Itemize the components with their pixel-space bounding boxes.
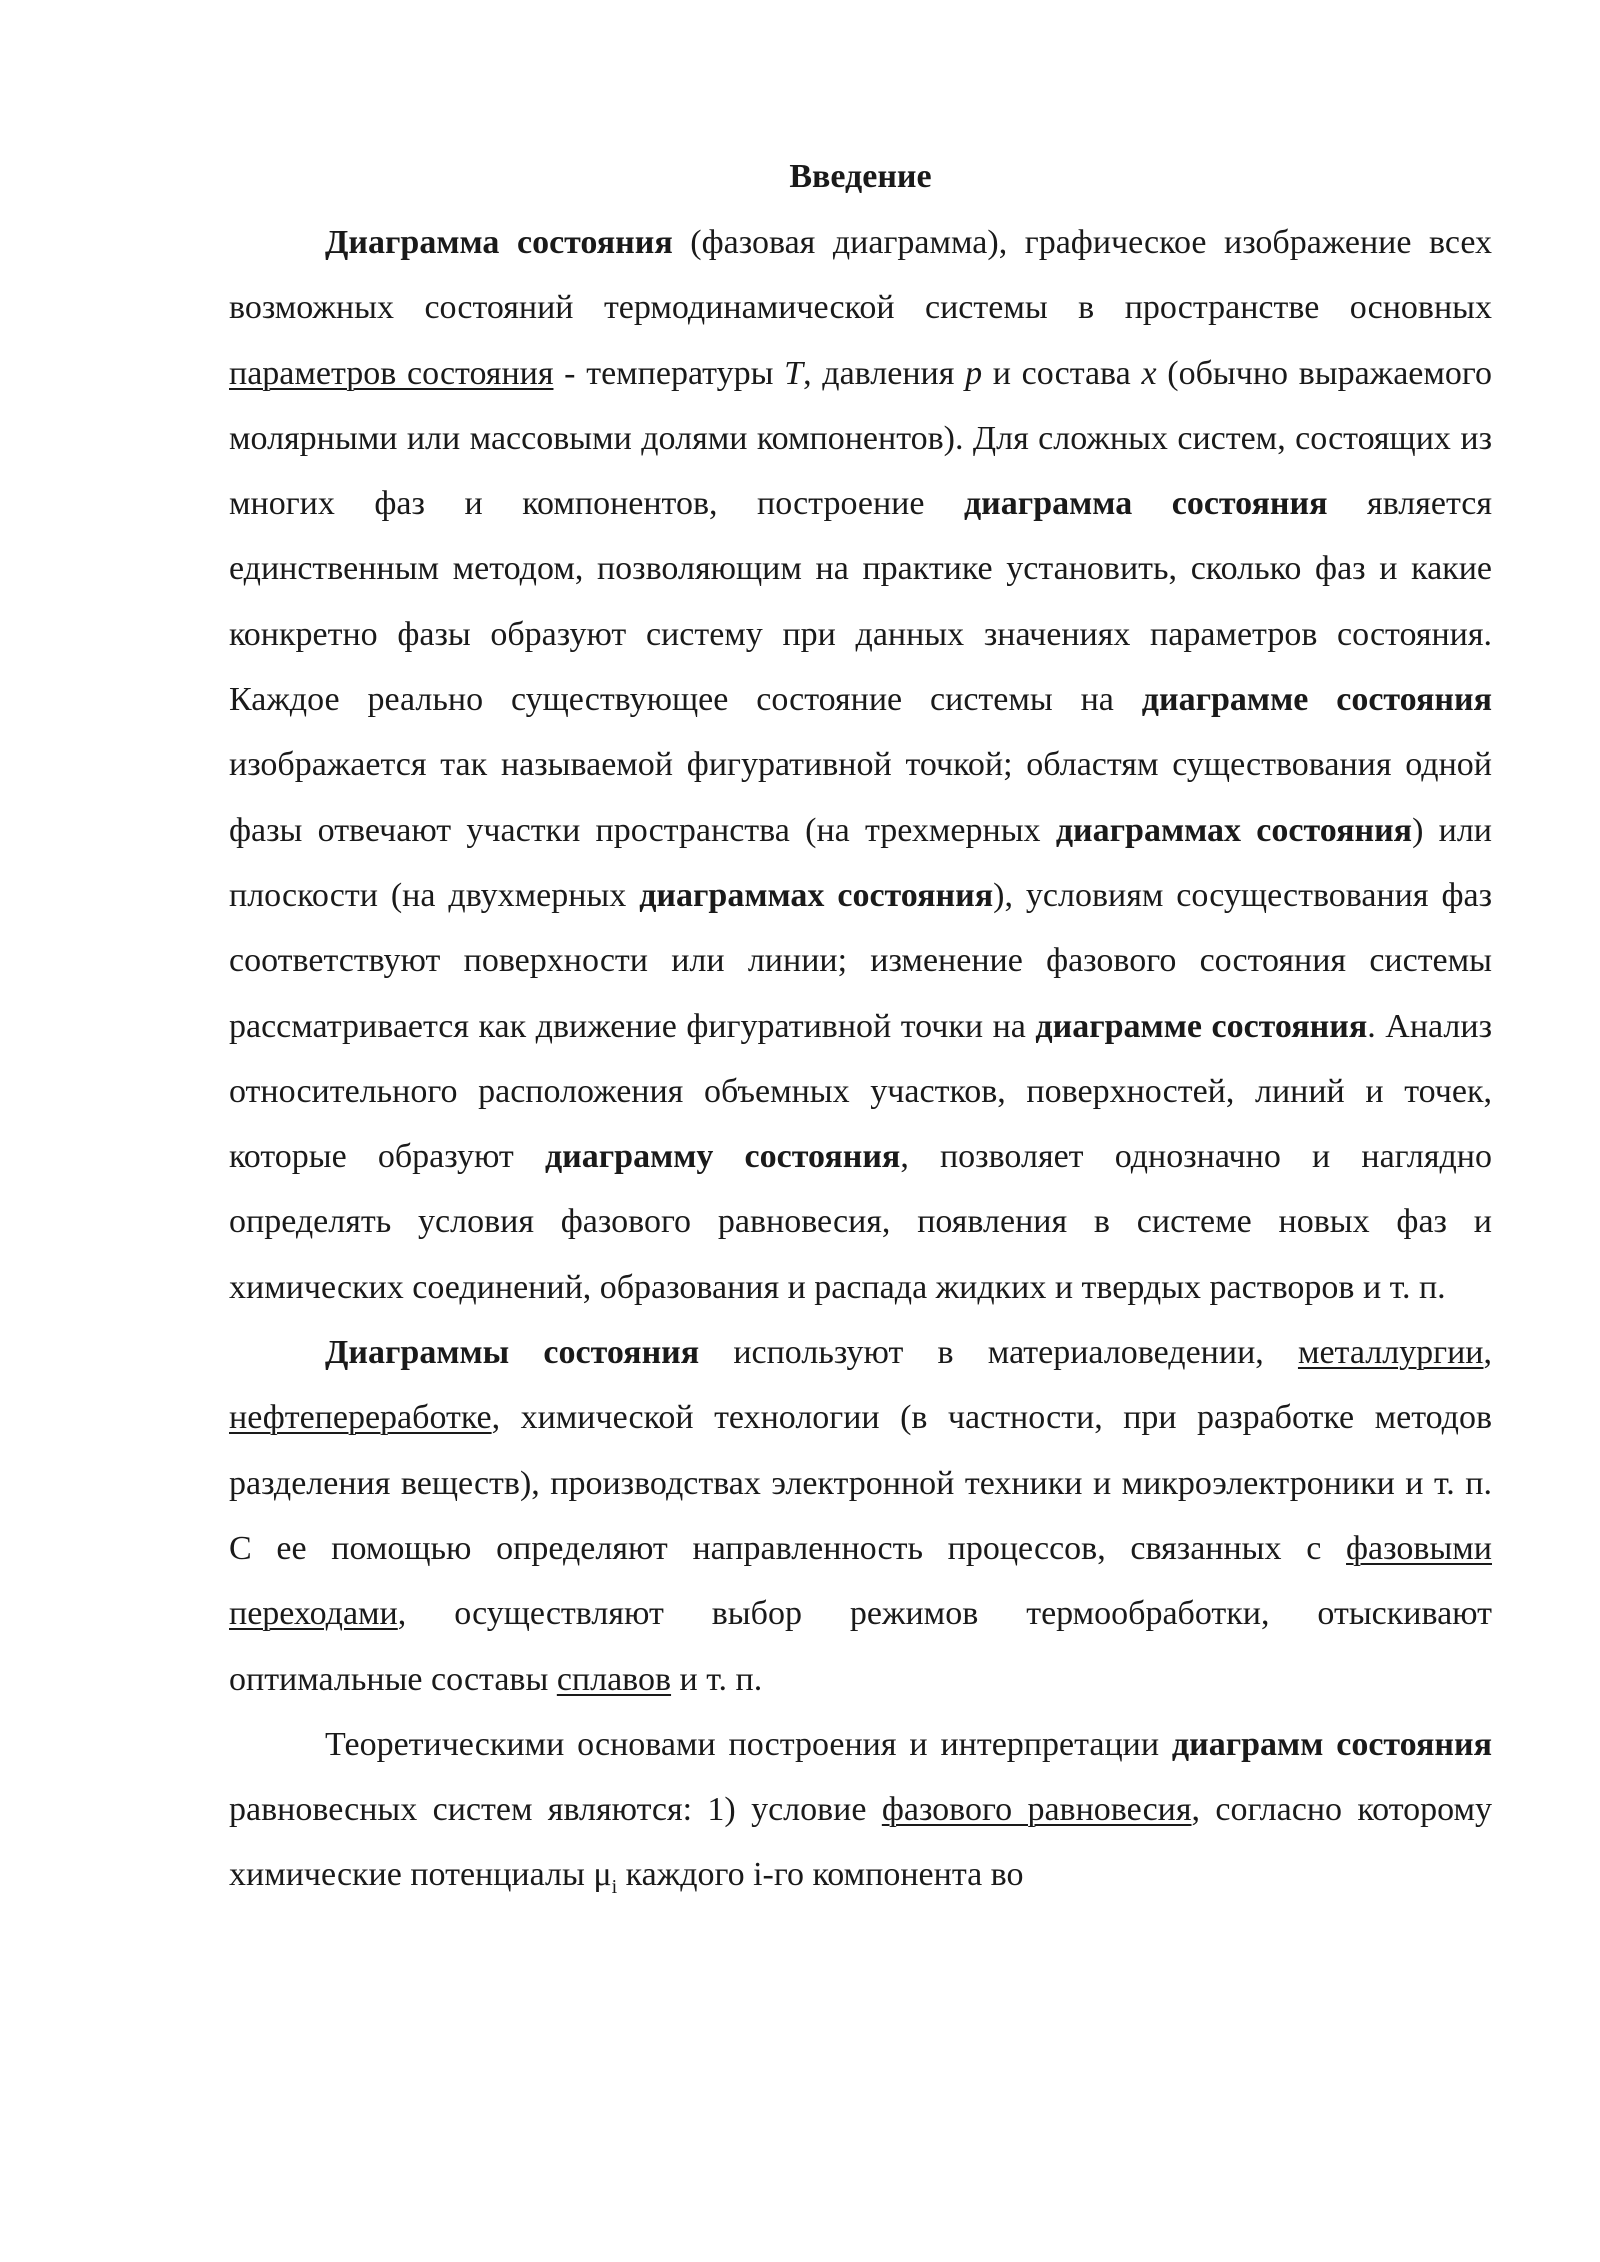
term-bold: диаграмма состояния (963, 485, 1328, 523)
term-bold: диаграммах состояния (639, 876, 994, 914)
text: Теоретическими основами построения и интерпретации (325, 1725, 1172, 1763)
term-bold: диаграмму состояния (544, 1138, 901, 1176)
term-bold: диаграммах состояния (1055, 811, 1413, 849)
text: и т. п. (671, 1660, 763, 1698)
text: , позволяет однозначно и наглядно определять условия фазового равновесия, появления в системе новых фаз и химических соединений, образования и распада жидких и твердых растворов и т. п. (229, 1138, 1492, 1306)
text: , давления (803, 354, 966, 392)
document-page (229, 150, 1492, 1921)
text: , согласно которому химические потенциалы μ (229, 1791, 1492, 1894)
page-title: Введение (789, 158, 932, 195)
text: равновесных систем являются: 1) условие (229, 1791, 882, 1829)
term-bold: диаграмм состояния (1171, 1725, 1492, 1763)
symbol-x: x (1141, 354, 1157, 392)
text: (обычно выражаемого молярными или массовыми долями компонентов). Для сложных систем, состоящих из многих фаз и компонентов, построение (229, 354, 1492, 523)
text: ), условиям сосуществования фаз соответствуют поверхности или линии; изменение фазового состояния системы рассматривается как движение фигуративной точки на (229, 876, 1493, 1045)
text: является единственным методом, позволяющим на практике установить, сколько фаз и какие конкретно фазы образуют систему при данных значениях параметров состояния. Каждое реально существующее состояние системы на (229, 485, 1492, 719)
term-bold: Диаграмма состояния (325, 224, 673, 261)
symbol-p: p (965, 354, 983, 392)
text: ) или плоскости (на двухмерных (229, 811, 1492, 914)
link-phase-transitions[interactable]: фазовыми переходами (229, 1529, 1492, 1633)
text: - температуры (553, 354, 785, 392)
text: , химической технологии (в частности, при разработке методов разделения веществ), производствах электронной техники и микроэлектроники и т. п. С ее помощью определяют направленность процессов, связанных с (229, 1399, 1492, 1567)
subscript-i: i (611, 1876, 618, 1899)
text: (фазовая диаграмма), графическое изображение всех возможных состояний термодинамической системы в пространстве основных (229, 224, 1492, 327)
link-metallurgy[interactable]: металлургии (1297, 1334, 1484, 1372)
link-phase-equilibrium[interactable]: фазового равновесия (881, 1791, 1192, 1829)
link-oil-refining[interactable]: нефтепереработке (229, 1399, 492, 1437)
symbol-T: T (784, 354, 804, 392)
text: . Анализ относительного расположения объемных участков, поверхностей, линий и точек, которые образуют (229, 1007, 1492, 1176)
link-alloys[interactable]: сплавов (556, 1660, 672, 1698)
text: каждого i-го компонента во (617, 1856, 1024, 1894)
paragraph-1 (229, 210, 1492, 1320)
text: используют в материаловедении, (699, 1334, 1298, 1372)
paragraph-2 (229, 1320, 1492, 1712)
text: , осуществляют выбор режимов термообработки, отыскивают оптимальные составы (229, 1595, 1492, 1698)
term-bold: Диаграммы состояния (325, 1334, 700, 1372)
text: изображается так называемой фигуративной точкой; областям существования одной фазы отвечают участки пространства (на трехмерных (229, 746, 1492, 849)
paragraph-3 (229, 1712, 1492, 1921)
term-bold: диаграмме состояния (1141, 681, 1492, 719)
title-wrap (229, 150, 1492, 204)
term-bold: диаграмме состояния (1035, 1007, 1368, 1045)
text: , (1483, 1334, 1492, 1372)
text: и состава (982, 354, 1142, 392)
link-parameters-of-state[interactable]: параметров состояния (229, 354, 554, 392)
